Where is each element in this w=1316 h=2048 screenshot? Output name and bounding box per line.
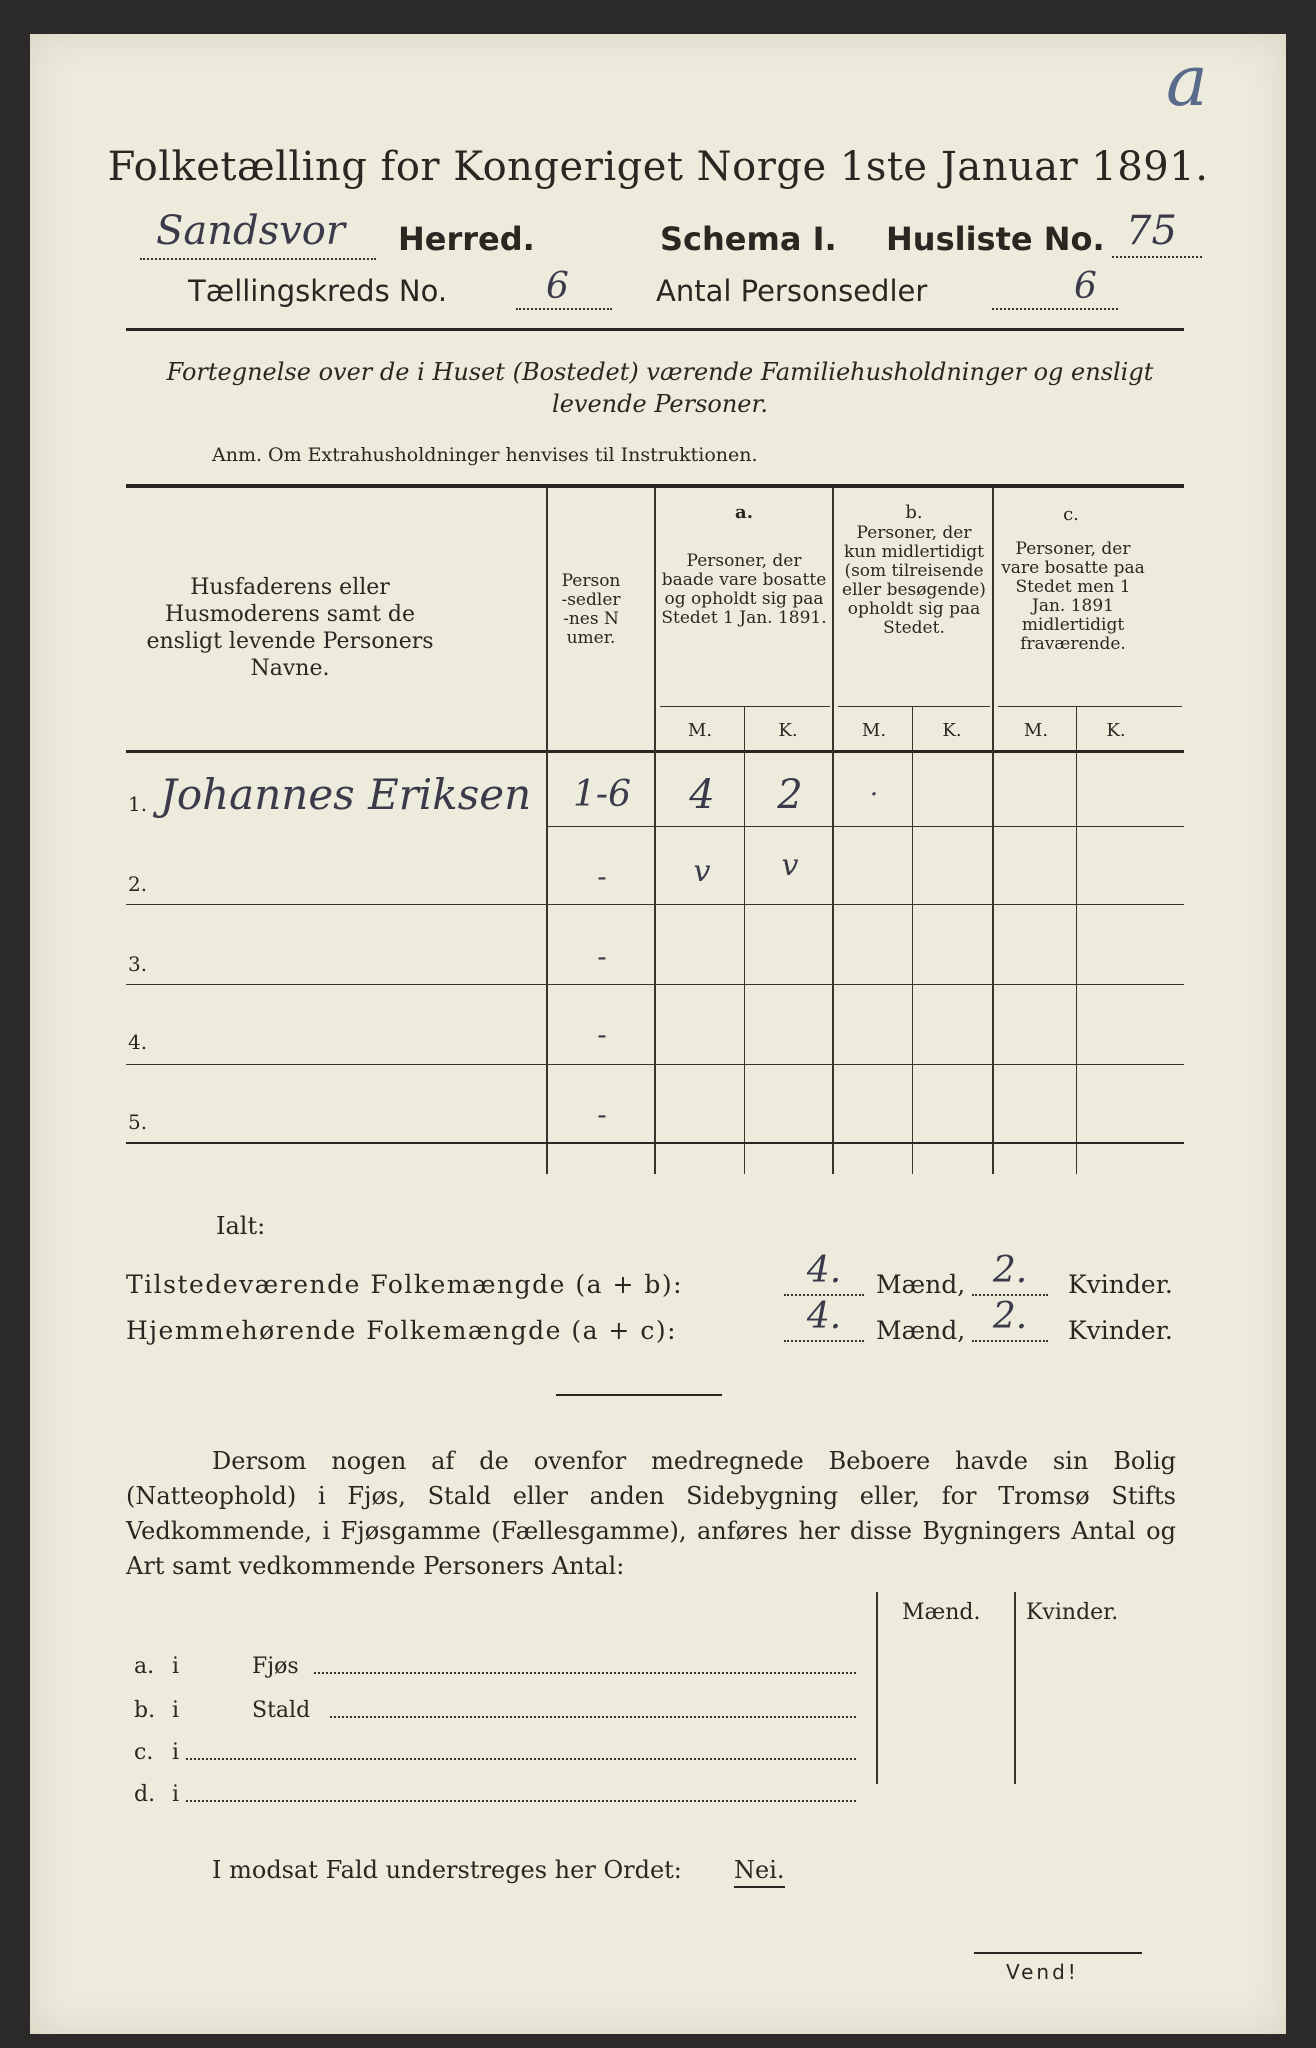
m-label-c: M.	[1023, 720, 1049, 741]
tilstede-label: Tilstedeværende Folkemængde (a + b):	[126, 1270, 684, 1299]
schema-label: Schema I.	[660, 220, 837, 258]
row-number: 4.	[128, 1030, 148, 1054]
building-label: Fjøs	[252, 1654, 299, 1679]
anm-note: Anm. Om Extrahusholdninger henvises til Instruktionen.	[212, 444, 758, 466]
vline-b	[992, 488, 994, 1174]
row-a-m: 4	[689, 772, 715, 818]
building-letter: c.	[134, 1740, 154, 1765]
tilstede-kvinder-word: Kvinder.	[1068, 1270, 1173, 1299]
vline-kvinder	[1014, 1592, 1016, 1784]
mk-divider-b	[838, 706, 990, 707]
antal-field	[992, 266, 1118, 310]
k-label-c: K.	[1106, 720, 1126, 741]
row-b-m: ·	[869, 780, 879, 810]
building-i: i	[172, 1782, 180, 1807]
kreds-field	[516, 266, 612, 310]
col-a-header: Personer, der baade vare bosatte og opholdt sig paa Stedet 1 Jan. 1891.	[661, 551, 827, 628]
vline-name	[546, 488, 548, 1174]
vline-a	[832, 488, 834, 1174]
building-dots	[330, 1714, 856, 1718]
vline-c-mk	[1076, 706, 1077, 1174]
antal-label: Antal Personsedler	[656, 274, 928, 308]
table-bottom-rule	[126, 1142, 1184, 1144]
building-i: i	[172, 1740, 180, 1765]
herred-label: Herred.	[398, 220, 535, 258]
row-underline	[548, 826, 1184, 827]
building-dots	[314, 1670, 856, 1674]
row-sedler: -	[597, 1098, 607, 1131]
husliste-field	[1112, 208, 1202, 258]
row-underline	[126, 984, 1184, 985]
building-i: i	[172, 1654, 180, 1679]
hjemme-kvinder-word: Kvinder.	[1068, 1316, 1173, 1345]
intro-line-1: Fortegnelse over de i Huset (Bostedet) værende Familiehusholdninger og ensligt	[166, 358, 1154, 386]
tilstede-kvinder-value: 2.	[992, 1250, 1028, 1291]
k-label-a: K.	[778, 720, 798, 741]
m-label-a: M.	[687, 720, 713, 741]
row-number: 5.	[128, 1110, 148, 1134]
modsat-label: I modsat Fald understreges her Ordet:	[212, 1856, 682, 1884]
tilstede-maend-value: 4.	[806, 1250, 842, 1291]
row-a-k: 2	[777, 772, 803, 818]
tilstede-maend-field	[784, 1250, 864, 1296]
herred-value: Sandsvor	[156, 208, 345, 254]
ialt-label: Ialt:	[216, 1212, 266, 1240]
tilstede-kvinder-field	[972, 1250, 1048, 1296]
row-sedler: -	[597, 1018, 607, 1051]
husliste-label: Husliste No.	[886, 220, 1105, 258]
row-underline	[126, 904, 1184, 905]
tilstede-maend-word: Mænd,	[876, 1270, 966, 1299]
col-name-header: Husfaderens eller Husmoderens samt de ensligt levende Personers Navne.	[146, 575, 434, 681]
col-a-letter: a.	[735, 502, 753, 523]
row-sedler: 1-6	[573, 774, 631, 815]
row-name: Johannes Eriksen	[160, 770, 532, 819]
m-label-b: M.	[861, 720, 887, 741]
vline-num	[654, 488, 656, 1174]
col-b-header: Personer, der kun midlertidigt (som tilreisende eller besøgende) opholdt sig paa Stedet.	[842, 523, 986, 638]
row-number: 2.	[128, 872, 148, 896]
k-label-b: K.	[942, 720, 962, 741]
intro-line-2: levende Personer.	[552, 390, 768, 418]
vend-label: Vend!	[1006, 1960, 1079, 1984]
col-maend-label: Mænd.	[902, 1600, 981, 1625]
modsat-value: Nei.	[734, 1856, 785, 1888]
col-c-letter: c.	[1063, 504, 1079, 525]
col-c-header: Personer, der vare bosatte paa Stedet men 1 Jan. 1891 midlertidigt fraværende.	[1001, 539, 1145, 654]
hjemme-kvinder-field	[972, 1296, 1048, 1342]
section-divider	[556, 1394, 722, 1396]
hjemme-maend-field	[784, 1296, 864, 1342]
form-title: Folketælling for Kongeriget Norge 1ste Januar 1891.	[107, 144, 1209, 190]
buildings-paragraph: Dersom nogen af de ovenfor medregnede Beboere havde sin Bolig (Natteophold) i Fjøs, Stald eller anden Sidebygning eller, for Tromsø Stifts Vedkommende, i Fjøsgamme (Fællesgamme), anføres her disse Bygningers Antal og Art samt vedkommende Personers Antal:	[126, 1447, 1176, 1580]
building-dots	[186, 1756, 856, 1760]
kreds-label: Tællingskreds No.	[188, 274, 448, 308]
building-label: Stald	[252, 1698, 311, 1723]
vline-b-mk	[912, 706, 913, 1174]
husliste-value: 75	[1126, 208, 1177, 254]
vend-rule	[974, 1952, 1142, 1954]
row-number: 1.	[128, 792, 148, 816]
hjemme-maend-value: 4.	[806, 1296, 842, 1337]
row-number: 3.	[128, 952, 148, 976]
census-form-page	[30, 34, 1286, 2034]
vline-a-mk	[744, 706, 745, 1174]
building-dots	[186, 1798, 856, 1802]
building-letter: a.	[134, 1654, 155, 1679]
corner-mark: a	[1166, 40, 1208, 122]
col-b-letter: b.	[905, 502, 923, 523]
row-sedler: -	[597, 860, 607, 893]
col-kvinder-label: Kvinder.	[1026, 1600, 1119, 1625]
row-a-m: v	[693, 854, 711, 889]
hjemme-label: Hjemmehørende Folkemængde (a + c):	[126, 1316, 677, 1345]
building-letter: b.	[134, 1698, 156, 1723]
hjemme-kvinder-value: 2.	[992, 1296, 1028, 1337]
col-num-header: Person-sedler-nes Numer.	[561, 571, 621, 648]
building-i: i	[172, 1698, 180, 1723]
mk-divider-a	[660, 706, 830, 707]
vline-maend	[876, 1592, 878, 1784]
building-letter: d.	[134, 1782, 156, 1807]
herred-field	[140, 208, 376, 260]
row-a-k: v	[781, 848, 799, 883]
hjemme-maend-word: Mænd,	[876, 1316, 966, 1345]
kreds-value: 6	[546, 266, 569, 307]
row-underline	[126, 1064, 1184, 1065]
header-rule	[126, 328, 1184, 331]
antal-value: 6	[1074, 266, 1097, 307]
mk-divider-c	[998, 706, 1182, 707]
row-sedler: -	[597, 940, 607, 973]
